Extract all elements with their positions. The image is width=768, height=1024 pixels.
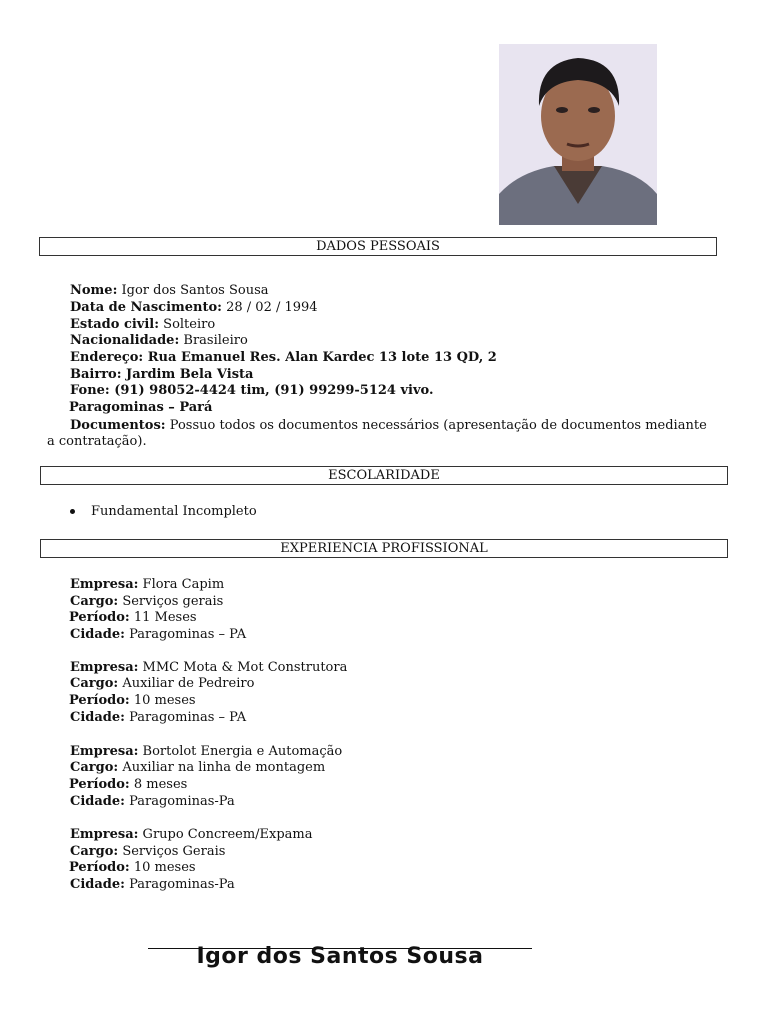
city-value: Paragominas – PA xyxy=(124,627,247,642)
education-item-text: Fundamental Incompleto xyxy=(91,504,257,519)
period-label: Período: xyxy=(69,610,130,625)
job-city xyxy=(70,877,235,893)
field-value: Solteiro xyxy=(159,317,216,332)
experience-heading: EXPERIENCIA PROFISSIONAL xyxy=(40,539,728,558)
role-label: Cargo: xyxy=(70,760,119,775)
period-value: 11 Meses xyxy=(129,610,197,625)
field-label: Estado civil: xyxy=(70,317,160,332)
job-period xyxy=(69,693,196,709)
city-value: Paragominas-Pa xyxy=(124,794,235,809)
period-value: 8 meses xyxy=(129,777,188,792)
field-nationality xyxy=(70,333,248,349)
field-neighborhood xyxy=(70,367,253,383)
job-period xyxy=(69,777,187,793)
company-value: Bortolot Energia e Automação xyxy=(138,744,343,759)
company-label: Empresa: xyxy=(70,660,139,675)
documents-value: Possuo todos os documentos necessários (apresentação de documentos mediante a contratação). xyxy=(47,418,707,449)
city-label: Cidade: xyxy=(70,710,125,725)
documents-label: Documentos: xyxy=(70,418,166,433)
job-role xyxy=(70,594,223,610)
field-label: Fone: (91) 98052-4424 tim, (91) 99299-5124 vivo. xyxy=(70,383,434,398)
city-label: Cidade: xyxy=(70,794,125,809)
company-label: Empresa: xyxy=(70,827,139,842)
role-value: Auxiliar de Pedreiro xyxy=(118,676,255,691)
field-label: Paragominas – Pará xyxy=(69,400,213,415)
profile-photo xyxy=(499,44,657,225)
field-label: Bairro: Jardim Bela Vista xyxy=(70,367,254,382)
field-city xyxy=(69,400,212,416)
period-value: 10 meses xyxy=(129,693,196,708)
field-birth-date xyxy=(70,300,318,316)
field-label: Nome: xyxy=(70,283,118,298)
field-value: Brasileiro xyxy=(179,333,248,348)
job-company xyxy=(70,744,342,760)
field-phone xyxy=(70,383,434,399)
period-label: Período: xyxy=(69,777,130,792)
field-label: Data de Nascimento: xyxy=(70,300,222,315)
field-label: Endereço: Rua Emanuel Res. Alan Kardec 13 lote 13 QD, 2 xyxy=(70,350,497,365)
role-value: Auxiliar na linha de montagem xyxy=(118,760,326,775)
field-documents xyxy=(47,418,707,450)
field-name xyxy=(70,283,269,299)
role-label: Cargo: xyxy=(70,844,119,859)
job-city xyxy=(70,710,246,726)
role-value: Serviços gerais xyxy=(118,594,224,609)
job-company xyxy=(70,660,347,676)
field-label: Nacionalidade: xyxy=(70,333,180,348)
company-label: Empresa: xyxy=(70,577,139,592)
city-label: Cidade: xyxy=(70,627,125,642)
role-value: Serviços Gerais xyxy=(118,844,226,859)
field-civil-status xyxy=(70,317,215,333)
job-company xyxy=(70,577,224,593)
job-role xyxy=(70,676,254,692)
job-period xyxy=(69,860,196,876)
city-value: Paragominas – PA xyxy=(124,710,247,725)
company-value: Grupo Concreem/Expama xyxy=(138,827,313,842)
field-address xyxy=(70,350,497,366)
company-value: Flora Capim xyxy=(138,577,225,592)
bullet-icon xyxy=(70,509,75,514)
job-city xyxy=(70,794,235,810)
signature-name: Igor dos Santos Sousa xyxy=(196,944,484,969)
role-label: Cargo: xyxy=(70,676,119,691)
job-company xyxy=(70,827,313,843)
job-city xyxy=(70,627,246,643)
city-label: Cidade: xyxy=(70,877,125,892)
period-label: Período: xyxy=(69,860,130,875)
company-label: Empresa: xyxy=(70,744,139,759)
company-value: MMC Mota & Mot Construtora xyxy=(138,660,348,675)
period-label: Período: xyxy=(69,693,130,708)
period-value: 10 meses xyxy=(129,860,196,875)
job-period xyxy=(69,610,197,626)
job-role xyxy=(70,760,325,776)
field-value: 28 / 02 / 1994 xyxy=(221,300,318,315)
education-item xyxy=(70,504,257,519)
job-role xyxy=(70,844,225,860)
field-value: Igor dos Santos Sousa xyxy=(117,283,269,298)
education-heading: ESCOLARIDADE xyxy=(40,466,728,485)
city-value: Paragominas-Pa xyxy=(124,877,235,892)
personal-data-heading: DADOS PESSOAIS xyxy=(39,237,717,256)
person-portrait-image xyxy=(499,44,657,225)
role-label: Cargo: xyxy=(70,594,119,609)
